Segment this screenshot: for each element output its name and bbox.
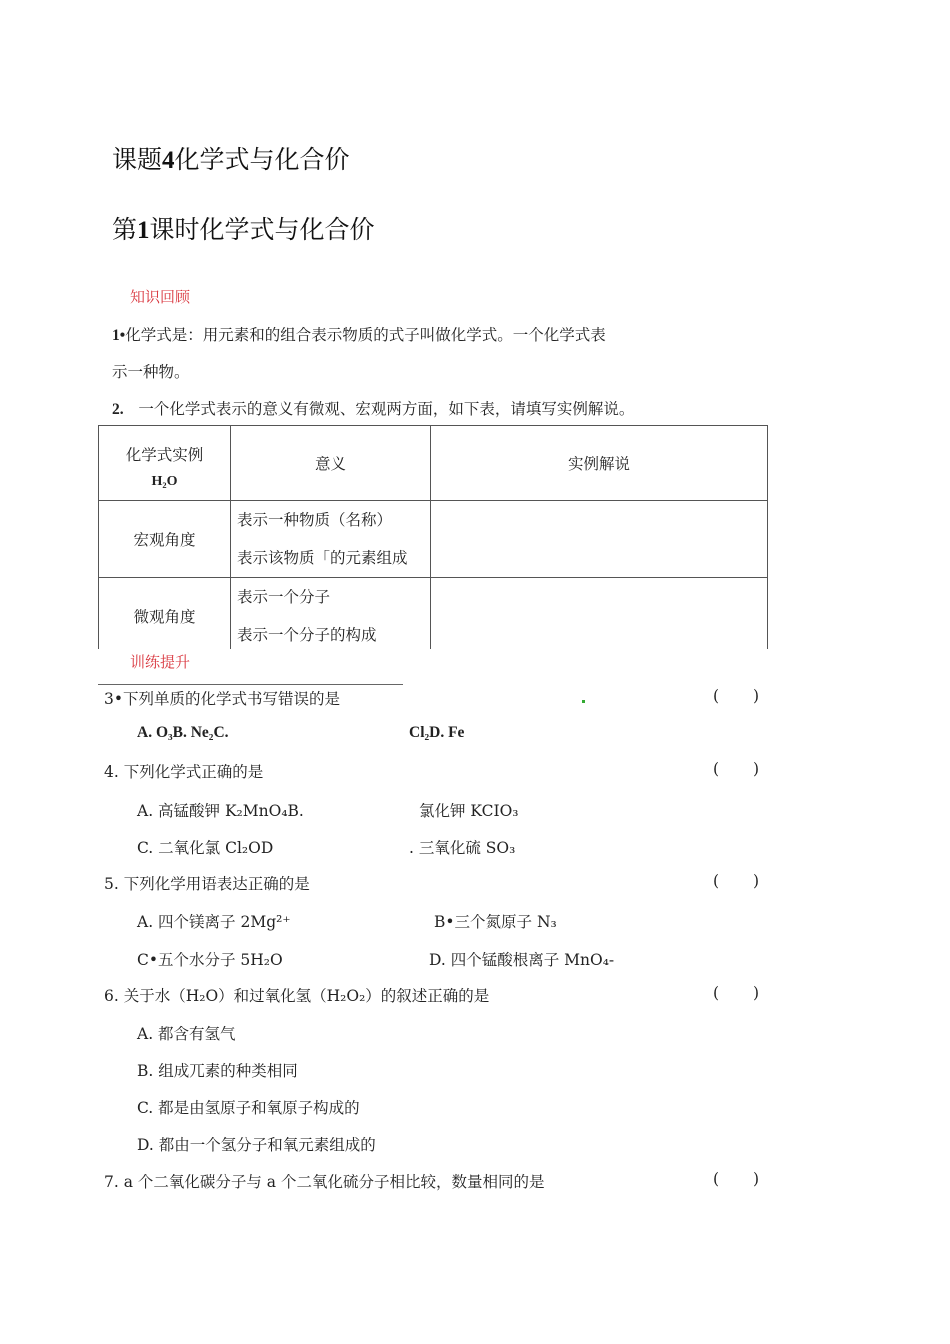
section-heading-practice: 训练提升 [130, 653, 191, 671]
table-row-macro: 宏观角度 表示一种物质（名称） 表示该物质「的元素组成 [99, 501, 768, 578]
page-subtitle: 第1课时化学式与化合价 [112, 215, 375, 244]
answer-blank-7: ( ) [713, 1170, 760, 1188]
question-1-line1: 1•化学式是：用元素和的组合表示物质的式子叫做化学式。一个化学式表 [112, 326, 606, 344]
q4-option-d: . 三氧化硫 SO₃ [409, 839, 516, 857]
answer-blank-6: ( ) [713, 984, 760, 1002]
table-row-micro: 微观角度 表示一个分子 表示一个分子的构成 [99, 578, 768, 655]
page-title: 课题4化学式与化合价 [112, 145, 350, 174]
question-6: 6. 关于水（H₂O）和过氧化氢（H₂O₂）的叙述正确的是 [104, 987, 490, 1005]
q4-option-c: C. 二氧化氯 Cl₂OD [137, 839, 274, 857]
stray-mark [582, 700, 585, 703]
q3-option-a-b-c: A. O₃B. Ne₂C. [137, 724, 229, 741]
divider [98, 684, 403, 685]
q5-option-b: B•三个氮原子 N₃ [434, 913, 557, 931]
question-4: 4. 下列化学式正确的是 [104, 763, 264, 781]
question-1-line2: 示一种物。 [112, 363, 190, 381]
q4-option-b: 氯化钾 KCIO₃ [419, 802, 519, 820]
answer-blank-4: ( ) [713, 760, 760, 778]
q6-option-b: B. 组成兀素的种类相同 [137, 1062, 298, 1080]
page-break-mask [97, 649, 771, 663]
table-cell-blank [431, 501, 768, 578]
q5-option-a: A. 四个镁离子 2Mg²⁺ [137, 913, 291, 931]
question-3: 3•下列单质的化学式书写错误的是 [104, 690, 341, 708]
question-7: 7. a 个二氧化碳分子与 a 个二氧化硫分子相比较，数量相同的是 [104, 1173, 545, 1191]
question-2: 2. 一个化学式表示的意义有微观、宏观两方面，如下表，请填写实例解说。 [112, 400, 635, 418]
question-5: 5. 下列化学用语表达正确的是 [104, 875, 310, 893]
q6-option-c: C. 都是由氢原子和氧原子构成的 [137, 1099, 360, 1117]
q4-option-a: A. 高锰酸钾 K₂MnO₄B. [137, 802, 304, 820]
answer-blank-3: ( ) [713, 687, 760, 705]
q6-option-d: D. 都由一个氢分子和氧元素组成的 [137, 1136, 376, 1154]
table-header-meaning: 意义 [231, 426, 431, 501]
q5-option-c: C•五个水分子 5H₂O [137, 951, 283, 969]
q5-option-d: D. 四个锰酸根离子 MnO₄- [429, 951, 615, 969]
q6-option-a: A. 都含有氢气 [137, 1025, 236, 1043]
answer-blank-5: ( ) [713, 872, 760, 890]
section-heading-review: 知识回顾 [130, 288, 191, 306]
q3-option-c-d: Cl₂D. Fe [409, 724, 465, 741]
table-cell-blank [431, 578, 768, 655]
table-header-example: 化学式实例 H₂O [99, 426, 231, 501]
meaning-table [98, 425, 768, 655]
table-header-explanation: 实例解说 [431, 426, 768, 501]
